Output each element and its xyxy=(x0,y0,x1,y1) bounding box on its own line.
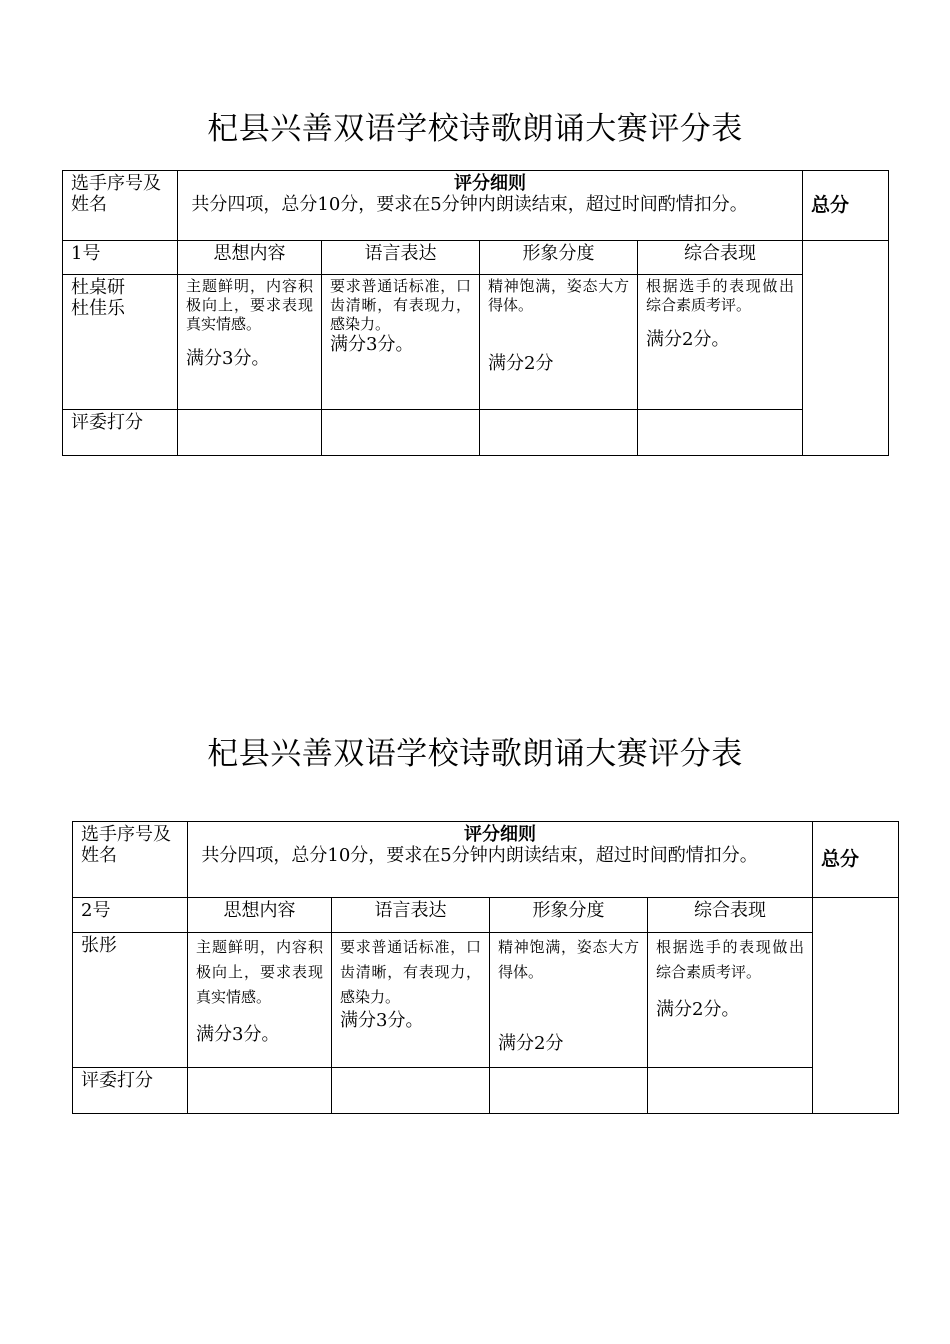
total-score-cell[interactable] xyxy=(803,241,889,456)
category-detail-1 xyxy=(188,933,332,1068)
category-full-score: 满分3分。 xyxy=(196,1024,280,1045)
sheet-2-score-table-wrap xyxy=(72,821,899,1114)
category-desc: 根据选手的表现做出综合素质考评。 xyxy=(656,938,804,981)
sheet-1-title: 杞县兴善双语学校诗歌朗诵大赛评分表 xyxy=(207,111,743,147)
category-detail-4 xyxy=(648,933,813,1068)
category-detail-3 xyxy=(490,933,648,1068)
category-desc: 要求普通话标准，口齿清晰，有表现力，感染力。 xyxy=(330,277,471,333)
category-desc: 精神饱满，姿态大方得体。 xyxy=(488,277,629,314)
category-name-1: 思想内容 xyxy=(188,898,332,933)
contestant-name: 杜佳乐 xyxy=(71,298,125,319)
category-detail-3 xyxy=(480,275,638,410)
judge-score-3[interactable] xyxy=(480,410,638,456)
category-name-3: 形象分度 xyxy=(490,898,648,933)
contestant-names xyxy=(63,275,178,410)
criteria-title: 评分细则 xyxy=(454,173,526,194)
category-desc: 根据选手的表现做出综合素质考评。 xyxy=(646,277,794,314)
criteria-desc: 共分四项，总分10分，要求在5分钟内朗读结束，超过时间酌情扣分。 xyxy=(191,194,748,215)
judge-label: 评委打分 xyxy=(63,410,178,456)
category-name-4: 综合表现 xyxy=(638,241,803,275)
judge-score-2[interactable] xyxy=(332,1068,490,1114)
category-full-score: 满分3分。 xyxy=(186,348,270,369)
contestant-number: 2号 xyxy=(73,898,188,933)
category-full-score: 满分2分 xyxy=(498,1033,564,1054)
category-full-score: 满分2分 xyxy=(488,353,554,374)
category-full-score: 满分2分。 xyxy=(656,999,740,1020)
judge-score-1[interactable] xyxy=(188,1068,332,1114)
sheet-2-score-table xyxy=(72,821,899,1114)
total-score-cell[interactable] xyxy=(813,898,899,1114)
category-detail-2 xyxy=(332,933,490,1068)
sheet-1-score-table xyxy=(62,170,889,456)
judge-label: 评委打分 xyxy=(73,1068,188,1114)
category-full-score: 满分3分。 xyxy=(340,1010,424,1031)
category-name-2: 语言表达 xyxy=(332,898,490,933)
category-name-4: 综合表现 xyxy=(648,898,813,933)
header-contestant-cell: 选手序号及姓名 xyxy=(73,822,188,898)
category-full-score: 满分3分。 xyxy=(330,334,414,355)
category-detail-1 xyxy=(178,275,322,410)
category-detail-2 xyxy=(322,275,480,410)
category-desc: 主题鲜明，内容积极向上，要求表现真实情感。 xyxy=(196,938,323,1006)
judge-score-4[interactable] xyxy=(648,1068,813,1114)
contestant-number: 1号 xyxy=(63,241,178,275)
sheet-2-title: 杞县兴善双语学校诗歌朗诵大赛评分表 xyxy=(207,736,743,772)
category-desc: 精神饱满，姿态大方得体。 xyxy=(498,938,639,981)
judge-score-3[interactable] xyxy=(490,1068,648,1114)
category-name-2: 语言表达 xyxy=(322,241,480,275)
category-desc: 要求普通话标准，口齿清晰，有表现力，感染力。 xyxy=(340,938,481,1006)
category-name-1: 思想内容 xyxy=(178,241,322,275)
judge-score-2[interactable] xyxy=(322,410,480,456)
category-name-3: 形象分度 xyxy=(480,241,638,275)
category-desc: 主题鲜明，内容积极向上，要求表现真实情感。 xyxy=(186,277,313,333)
contestant-name: 杜桌研 xyxy=(71,277,125,298)
total-label: 总分 xyxy=(813,822,899,898)
category-full-score: 满分2分。 xyxy=(646,329,730,350)
sheet-1-score-table-wrap xyxy=(62,170,889,456)
contestant-names xyxy=(73,933,188,1068)
judge-score-4[interactable] xyxy=(638,410,803,456)
criteria-title: 评分细则 xyxy=(464,824,536,845)
total-label: 总分 xyxy=(803,171,889,241)
category-detail-4 xyxy=(638,275,803,410)
contestant-name: 张彤 xyxy=(81,935,117,956)
criteria-desc: 共分四项，总分10分，要求在5分钟内朗读结束，超过时间酌情扣分。 xyxy=(201,845,758,866)
header-contestant-cell: 选手序号及姓名 xyxy=(63,171,178,241)
criteria-cell xyxy=(188,822,813,898)
criteria-cell xyxy=(178,171,803,241)
judge-score-1[interactable] xyxy=(178,410,322,456)
